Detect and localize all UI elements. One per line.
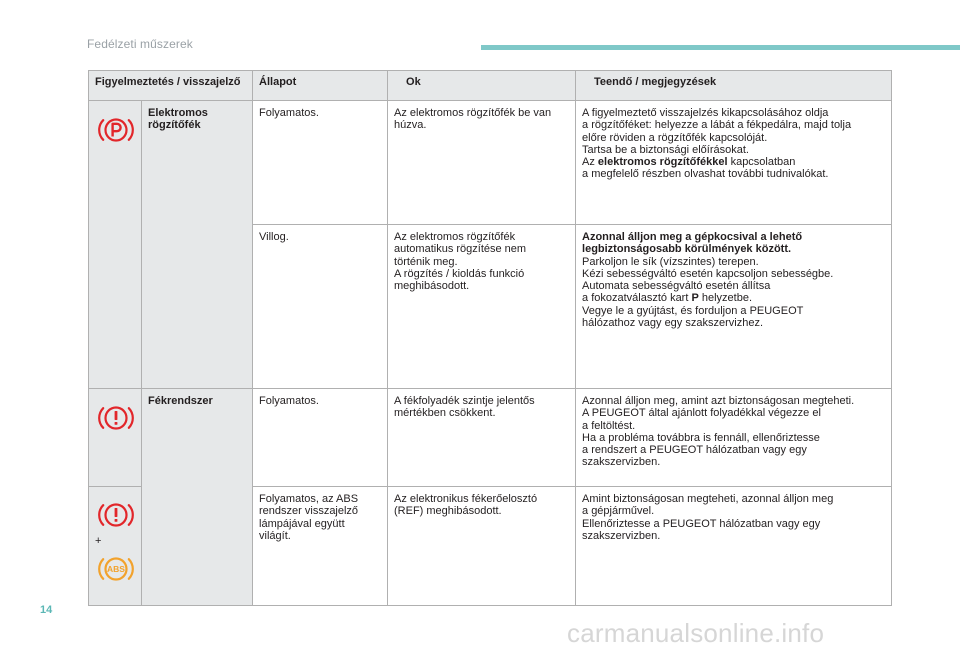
cause-cell: Az elektromos rögzítőfék be van húzva. (388, 101, 576, 225)
header-state: Állapot (253, 71, 388, 101)
action-line: a feltöltést. (582, 419, 636, 432)
state-cell: Folyamatos. (253, 101, 388, 225)
indicator-name: Elektromos rögzítőfék (142, 101, 253, 389)
action-line (582, 156, 886, 168)
icon-cell-brake-system (89, 389, 142, 487)
state-line: lámpájával együtt (259, 517, 345, 530)
header-cause: Ok (388, 71, 576, 101)
text-run: helyzetbe. (698, 292, 753, 305)
cause-line: (REF) meghibásodott. (394, 505, 502, 518)
action-line: A PEUGEOT által ajánlott folyadékkal végezze el (582, 407, 821, 420)
action-line: a gépjárművel. (582, 505, 655, 518)
text-run: kapcsolatban (727, 156, 796, 169)
indicator-name: Fékrendszer (142, 389, 253, 606)
table-header-row (89, 71, 892, 101)
cause-line: Az elektromos rögzítőfék (394, 231, 516, 243)
section-title-bar (481, 45, 960, 50)
action-line: Amint biztonságosan megteheti, azonnal álljon meg (582, 493, 834, 505)
action-line: a megfelelő részben olvashat további tudnivalókat. (582, 168, 829, 181)
action-line: Parkoljon le sík (vízszintes) terepen. (582, 255, 759, 268)
header-indicator: Figyelmeztetés / visszajelző (89, 71, 253, 101)
abs-warning-icon (98, 555, 134, 583)
state-cell (253, 487, 388, 606)
text-run-bold: legbiztonságosabb körülmények között. (582, 243, 792, 256)
action-line: A figyelmeztető visszajelzés kikapcsolásához oldja (582, 107, 829, 119)
action-cell (576, 389, 892, 487)
action-line: a rendszert a PEUGEOT hálózatban vagy egy (582, 444, 807, 457)
cause-line: A fékfolyadék szintje jelentős (394, 395, 535, 407)
action-line (582, 292, 886, 304)
action-line: Kézi sebességváltó esetén kapcsoljon sebességbe. (582, 267, 834, 280)
text-run-bold: Azonnal álljon meg a gépkocsival a lehető (582, 231, 803, 243)
cause-line: mértékben csökkent. (394, 407, 496, 420)
table-row (89, 101, 892, 225)
cause-cell (388, 225, 576, 389)
cause-line: meghibásodott. (394, 280, 470, 293)
action-line: szakszervizben. (582, 529, 661, 542)
abs-icon-label: ABS (106, 564, 125, 575)
action-line: Tartsa be a biztonsági előírásokat. (582, 143, 749, 156)
action-line: Ha a probléma továbbra is fennáll, ellenőriztesse (582, 431, 820, 444)
action-line: a rögzítőféket: helyezze a lábát a fékpedálra, majd tolja (582, 119, 852, 132)
section-title: Fedélzeti műszerek (87, 37, 193, 51)
action-line: Automata sebességváltó esetén állítsa (582, 280, 771, 293)
cause-cell (388, 389, 576, 487)
action-cell (576, 225, 892, 389)
text-run: Az (582, 156, 598, 169)
text-run: a fokozatválasztó kart (582, 292, 692, 305)
state-line: rendszer visszajelző (259, 505, 359, 518)
action-line: szakszervizben. (582, 456, 661, 469)
page-number: 14 (40, 604, 53, 616)
action-line: Vegye le a gyújtást, és forduljon a PEUGEOT (582, 304, 804, 317)
plus-sign: + (95, 535, 102, 547)
cause-line: Az elektronikus fékerőelosztó (394, 493, 538, 505)
action-line: hálózathoz vagy egy szakszervizhez. (582, 317, 763, 330)
state-line: világít. (259, 529, 291, 542)
action-line-bold (582, 231, 886, 243)
parking-brake-warning-icon (98, 116, 134, 144)
cause-line: A rögzítés / kioldás funkció (394, 267, 525, 280)
brake-system-warning-icon (98, 404, 134, 432)
icon-cell-brake-abs (89, 487, 142, 606)
cause-line: történik meg. (394, 255, 458, 268)
action-line: Azonnal álljon meg, amint azt biztonságosan megteheti. (582, 395, 855, 407)
action-line: Ellenőriztesse a PEUGEOT hálózatban vagy egy (582, 517, 821, 530)
table-row (89, 389, 892, 487)
state-cell: Villog. (253, 225, 388, 389)
action-cell (576, 487, 892, 606)
icon-cell-parking-brake (89, 101, 142, 389)
state-cell: Folyamatos. (253, 389, 388, 487)
state-line: Folyamatos, az ABS (259, 493, 359, 505)
text-run-bold: elektromos rögzítőfékkel (597, 156, 728, 169)
action-line-bold (582, 243, 886, 255)
text-run-bold: P (691, 292, 699, 305)
cause-line: automatikus rögzítése nem (394, 243, 527, 256)
action-cell (576, 101, 892, 225)
action-line: előre röviden a rögzítőfék kapcsolóját. (582, 131, 768, 144)
watermark: carmanualsonline.info (567, 618, 825, 648)
brake-system-warning-icon (98, 501, 134, 529)
warning-table (88, 70, 892, 606)
header-action: Teendő / megjegyzések (576, 71, 892, 101)
cause-cell (388, 487, 576, 606)
